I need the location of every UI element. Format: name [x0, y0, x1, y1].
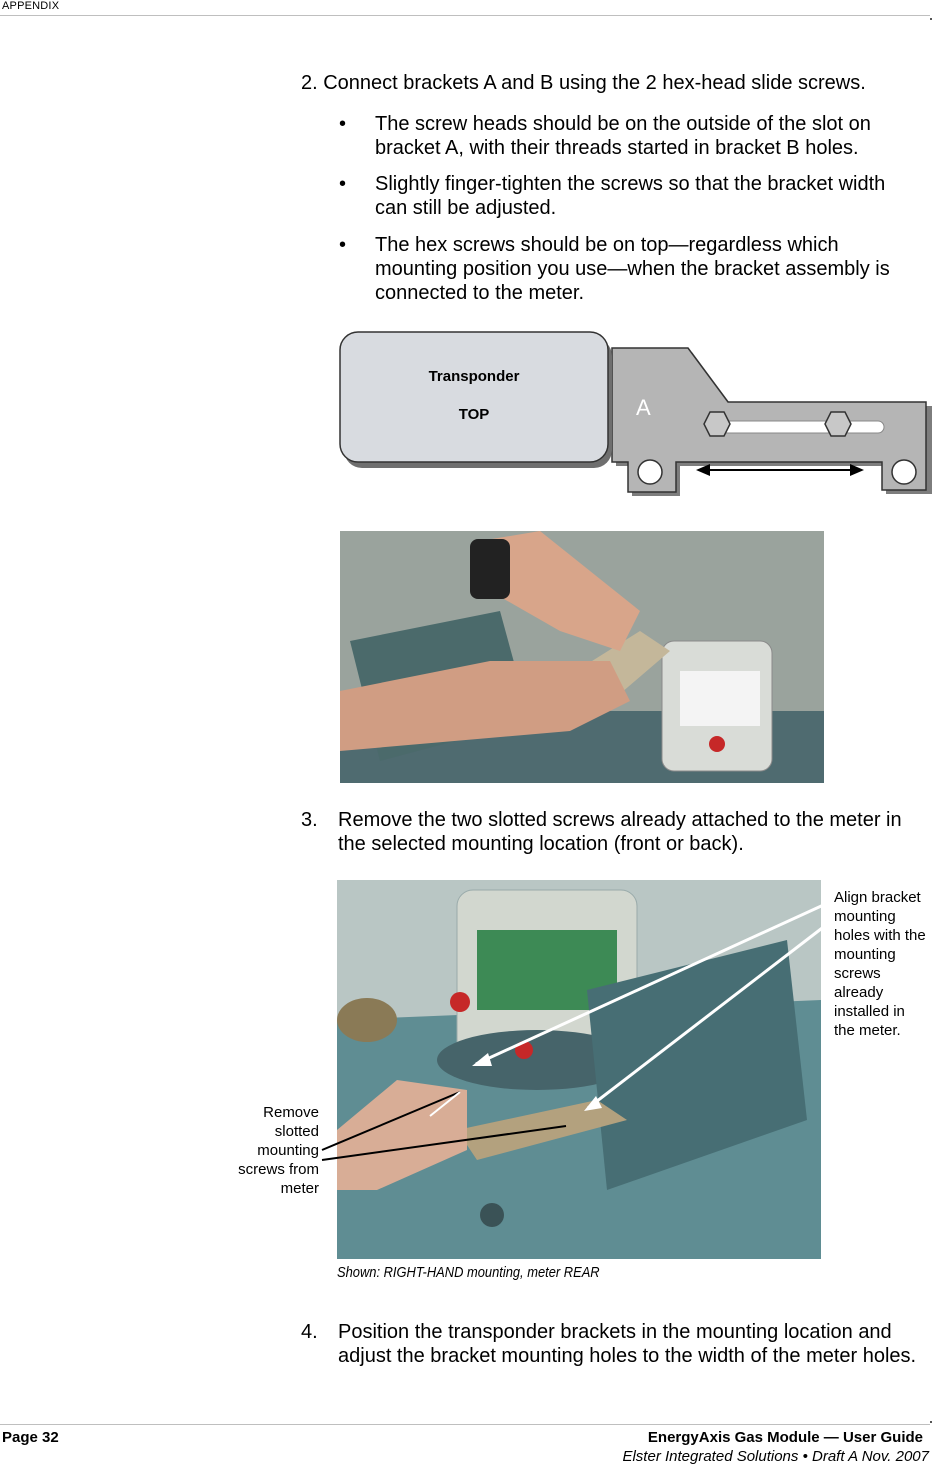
mounting-hole-icon [892, 460, 916, 484]
document-title: EnergyAxis Gas Module — User Guide [647, 1429, 923, 1446]
wristwatch [470, 539, 510, 599]
header-rule-marker [930, 18, 932, 20]
step-3 [301, 808, 931, 856]
arrow-line [476, 902, 830, 1064]
header-rule [0, 15, 930, 16]
step-number: 4. [301, 1321, 318, 1343]
red-knob [709, 736, 725, 752]
bullet-text: Slightly finger-tighten the screws so that the bracket width can still be adjusted. [375, 173, 886, 219]
page-number: Page 32 [2, 1429, 59, 1446]
arrow-head-icon [472, 1053, 492, 1066]
callout-arrows [300, 880, 840, 1210]
meter-dials [680, 671, 760, 726]
callout-line: mounting [834, 946, 896, 963]
callout-line: installed in [834, 1003, 905, 1020]
step-number: 3. [301, 809, 318, 831]
callout-line: the meter. [834, 1022, 901, 1039]
step-text: Remove the two slotted screws already attached to the meter in the selected mounting location (front or back). [338, 809, 902, 855]
bullet-symbol: • [339, 113, 347, 135]
bullet-symbol: • [339, 234, 347, 256]
hex-screw-icon [704, 412, 730, 436]
transponder-box [340, 332, 608, 462]
arrow-line [322, 1092, 460, 1150]
callout-line: mounting [834, 908, 896, 925]
top-label: TOP [458, 406, 490, 423]
bullet-text: The hex screws should be on top—regardless which mounting position you use—when the bracket assembly is connected to the meter. [375, 234, 890, 304]
footer-rule [0, 1424, 930, 1425]
arrow-line [430, 1092, 460, 1116]
callout-line: Remove [263, 1104, 319, 1121]
callout-line: screws [834, 965, 881, 982]
photo-caption: Shown: RIGHT-HAND mounting, meter REAR [337, 1264, 600, 1281]
bullet-item [339, 233, 919, 305]
running-header: APPENDIX [2, 0, 60, 12]
hex-screw-icon [825, 412, 851, 436]
step-2-text: 2. Connect brackets A and B using the 2 hex-head slide screws. [301, 72, 866, 94]
callout-line: screws from [238, 1161, 319, 1178]
bracket-slot [714, 421, 884, 433]
footer-rule-marker [930, 1421, 932, 1423]
callout-line: mounting [257, 1142, 319, 1159]
bullet-symbol: • [339, 173, 347, 195]
mounting-hole-icon [638, 460, 662, 484]
callout-line: slotted [274, 1123, 319, 1140]
align-callout [834, 888, 937, 1040]
step-text: Position the transponder brackets in the mounting location and adjust the bracket mounting holes to the width of the meter holes. [338, 1321, 917, 1367]
callout-line: meter [280, 1180, 319, 1197]
document-subtitle: Elster Integrated Solutions • Draft A Nov. 2007 [622, 1448, 929, 1465]
step-4 [301, 1320, 931, 1392]
arrow-line [588, 922, 830, 1108]
bullet-item [339, 112, 919, 160]
assembly-photo [340, 531, 824, 783]
bullet-text: The screw heads should be on the outside of the slot on bracket A, with their threads started in bracket B holes. [375, 113, 871, 159]
transponder-label: Transponder [428, 368, 520, 385]
callout-line: Align bracket [834, 889, 921, 906]
callout-line: already [834, 984, 884, 1001]
remove-callout [220, 1103, 319, 1198]
bullet-item [339, 172, 919, 220]
bracket-a-label: A [636, 395, 651, 420]
arrow-line [322, 1126, 566, 1160]
callout-line: holes with the [834, 927, 926, 944]
